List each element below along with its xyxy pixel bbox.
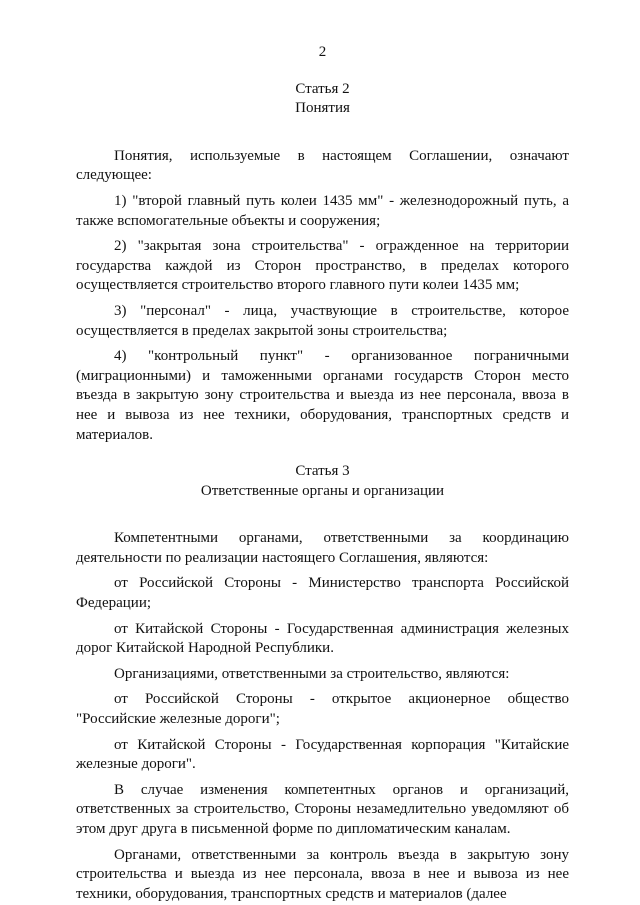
article-2-heading: Статья 2 xyxy=(295,80,350,97)
article-3-paragraph: Организациями, ответственными за строительство, являются: xyxy=(114,665,510,682)
article-3-title: Ответственные органы и организации xyxy=(200,482,445,499)
article-2-paragraph: 3) "персонал" - лица, участвующие в строительстве, которое осуществляется в пределах закрытой зоны строительства; xyxy=(76,302,569,339)
article-3-paragraph: Компетентными органами, ответственными за координацию деятельности по реализации настоящего Соглашения, являются: xyxy=(76,530,569,566)
article-3-paragraph: Органами, ответственными за контроль въезда в закрытую зону строительства и выезда из нее персонала, ввоза в нее и вывоза из нее техники, оборудования, транспортных средств и материалов (далее xyxy=(76,846,569,902)
article-3-paragraph: от Российской Стороны - Министерство транспорта Российской Федерации; xyxy=(76,575,569,612)
article-2-title: Понятия xyxy=(295,100,350,117)
article-3-paragraph: от Китайской Стороны - Государственная администрация железных дорог Китайской Народной Республики. xyxy=(76,620,569,657)
article-2-paragraph: Понятия, используемые в настоящем Соглашении, означают следующее: xyxy=(76,147,569,184)
article-2-paragraph: 1) "второй главный путь колеи 1435 мм" - железнодорожный путь, а также вспомогательные объекты и сооружения; xyxy=(76,192,569,229)
page-number: 2 xyxy=(318,44,327,60)
article-3-paragraph: В случае изменения компетентных органов и организаций, ответственных за строительство, Стороны незамедлительно уведомляют об этом друг друга в письменной форме по дипломатическим каналам. xyxy=(76,781,569,837)
article-2-paragraph: 2) "закрытая зона строительства" - огражденное на территории государства каждой из Сторон пространство, в пределах которого осуществляется строительство второго главного пути колеи 1435 мм; xyxy=(76,238,569,294)
article-3-paragraph: от Китайской Стороны - Государственная корпорация "Китайские железные дороги". xyxy=(76,736,569,773)
article-3-heading: Статья 3 xyxy=(295,463,350,480)
article-3-paragraph: от Российской Стороны - открытое акционерное общество "Российские железные дороги"; xyxy=(76,691,569,728)
article-2-paragraph: 4) "контрольный пункт" - организованное пограничными (миграционными) и таможенными органами государств Сторон место въезда в закрытую зону строительства и выезда из нее персонала, ввоза в нее и вывоза из нее техники, оборудования, транспортных средств и материалов. xyxy=(76,348,569,443)
